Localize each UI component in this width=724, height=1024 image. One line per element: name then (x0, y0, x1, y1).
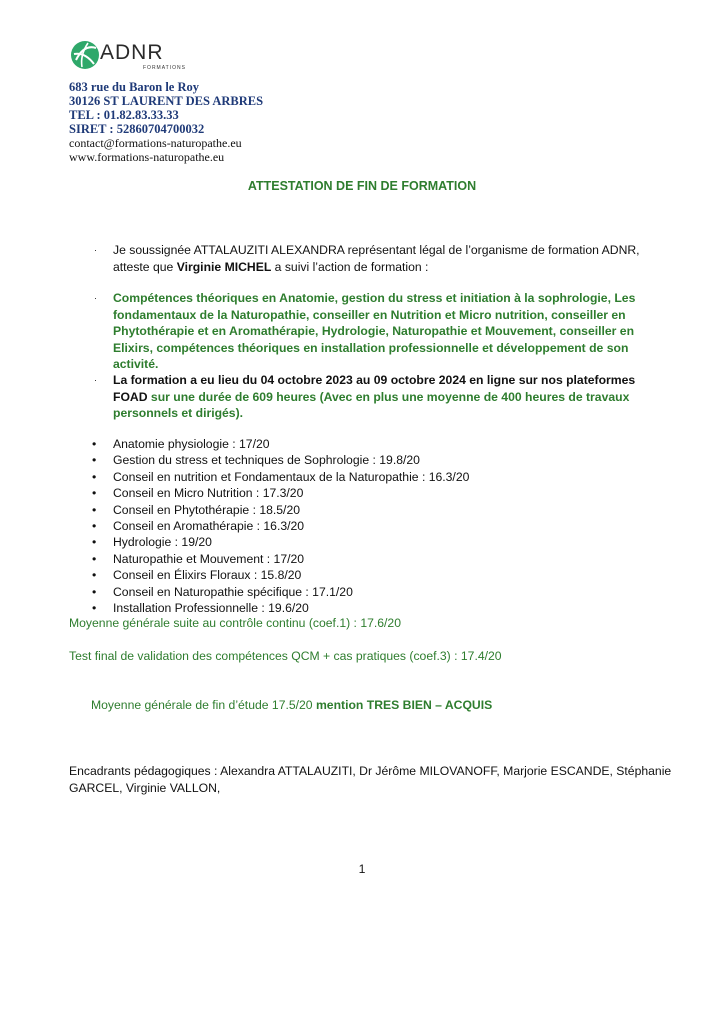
bullet-marker: · (94, 293, 97, 303)
final-average-text: Moyenne générale de fin d’étude 17.5/20 (91, 698, 316, 712)
address-city: 30126 ST LAURENT DES ARBRES (69, 94, 264, 108)
grade-item: • Conseil en Micro Nutrition : 17.3/20 (92, 485, 469, 501)
grade-item: • Conseil en Élixirs Floraux : 15.8/20 (92, 567, 469, 583)
declaration-paragraph (90, 242, 660, 275)
grade-item: • Conseil en nutrition et Fondamentaux de la Naturopathie : 16.3/20 (92, 469, 469, 485)
supervisors (69, 763, 671, 797)
page-number: 1 (358, 862, 366, 876)
grades-list (92, 436, 469, 616)
declaration-line-1: Je soussignée ATTALAUZITI ALEXANDRA représentant légal de l’organisme de formation ADNR, (113, 243, 640, 257)
grade-item: • Naturopathie et Mouvement : 17/20 (92, 551, 469, 567)
company-logo (70, 39, 190, 73)
continuous-average: Moyenne générale suite au contrôle continu (coef.1) : 17.6/20 (69, 616, 401, 630)
declaration-text-end: a suivi l’action de formation : (271, 259, 429, 274)
address-email: contact@formations-naturopathe.eu (69, 136, 242, 150)
address-tel: TEL : 01.82.83.33.33 (69, 108, 179, 122)
grade-item: • Conseil en Phytothérapie : 18.5/20 (92, 502, 469, 518)
address-siret: SIRET : 52860704700032 (69, 122, 205, 136)
grade-item: • Gestion du stress et techniques de Sophrologie : 19.8/20 (92, 452, 469, 468)
training-dates: La formation a eu lieu du 04 octobre 2023 au 09 octobre 2024 en ligne sur nos plateformes FOAD (113, 373, 636, 404)
bullet-marker: · (94, 375, 97, 385)
training-period-paragraph (90, 372, 660, 422)
supervisors-line-2: GARCEL, Virginie VALLON, (69, 781, 221, 795)
logo-name: ADNR (100, 41, 164, 64)
grade-item: • Hydrologie : 19/20 (92, 534, 469, 550)
grade-item: • Installation Professionnelle : 19.6/20 (92, 600, 469, 616)
logo-globe-icon (70, 40, 100, 70)
bullet-marker: · (94, 245, 97, 255)
supervisors-line-1: Encadrants pédagogiques : Alexandra ATTALAUZITI, Dr Jérôme MILOVANOFF, Marjorie ESCANDE, Stéphanie (69, 764, 672, 778)
final-average (91, 698, 492, 712)
training-duration: sur une durée de 609 heures (Avec en plus une moyenne de 400 heures de travaux personnels et dirigés). (113, 389, 630, 420)
final-test-score: Test final de validation des compétences QCM + cas pratiques (coef.3) : 17.4/20 (69, 649, 502, 663)
logo-subtitle: FORMATIONS (143, 65, 186, 71)
grade-item: • Anatomie physiologie : 17/20 (92, 436, 469, 452)
declaration-text: atteste que (113, 259, 177, 274)
address-web: www.formations-naturopathe.eu (69, 150, 225, 164)
grade-item: • Conseil en Aromathérapie : 16.3/20 (92, 518, 469, 534)
grade-item: • Conseil en Naturopathie spécifique : 17.1/20 (92, 584, 469, 600)
address-block (69, 80, 263, 164)
declaration-line-2 (113, 259, 660, 276)
competences-text: Compétences théoriques en Anatomie, gestion du stress et initiation à la sophrologie, Les fondamentaux de la Naturopathie, conseiller en Nutrition et Micro nutrition, conseiller en Phytothérapie et en Aromathérapie, Hydrologie, Naturopathie et Mouvement, conseiller en Elixirs, compétences théoriques en installation professionnelle et développement de son activité. (113, 291, 636, 371)
document-title: ATTESTATION DE FIN DE FORMATION (247, 179, 477, 193)
competences-paragraph (90, 290, 660, 373)
final-mention: mention TRES BIEN – ACQUIS (315, 698, 493, 712)
trainee-name: Virginie MICHEL (176, 259, 272, 274)
address-street: 683 rue du Baron le Roy (69, 80, 199, 94)
